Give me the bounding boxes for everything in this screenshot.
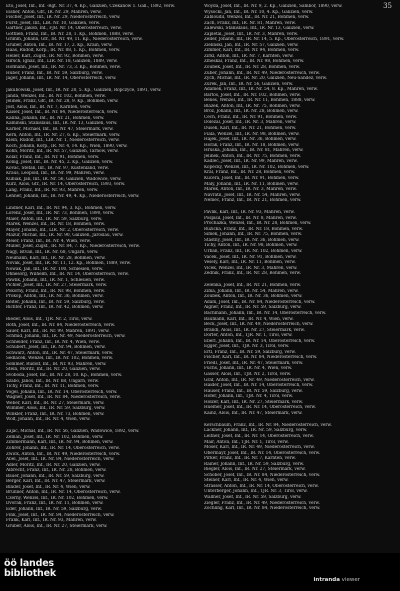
text-line: Zapletal, Josef, Inf., IR. Nr. 3, Mähren, verw. <box>204 31 299 37</box>
text-line: Hofmann, Josef, Inf., IR. Nr. 73, 3. Kp., Böhmen, verw. <box>6 65 121 71</box>
text-line: Woyda, Josef, Inf., IR. Nr. 9, 2. Kp., Galizien, Sambor, 1890, verw. <box>204 4 343 9</box>
text-line: Karner, Michael, Inf., IR. Nr. 47, Steiermark, verw. <box>6 126 114 132</box>
text-line: Gruber, Anton, Inf., IR. Nr. 17, 2. Kp., Krain, verw. <box>6 42 113 48</box>
viewer-footer <box>0 553 400 591</box>
text-line: Kovač, Stefan, Inf., IR. Nr. 97, Küstenland, verw. <box>6 165 109 171</box>
text-line: Veselý, Karl, Inf., IR. Nr. 11, Böhmen, verw. <box>204 260 296 266</box>
text-line: König, Josef, Inf., IR. Nr. 45, 2. Kp., Galizien, verw. <box>6 160 114 166</box>
text-line: Sommer, Rudolf, Inf., IR. Nr. 93, Mähren, verw. <box>6 361 107 367</box>
text-line: Graf, Anton, Inf., IR. Nr. 49, Niederösterreich, verw. <box>204 377 315 383</box>
text-line: Neumann, Karl, Inf., IR. Nr. 28, Böhmen, verw. <box>6 255 106 261</box>
text-line: Wagner, Josef, Inf., IR. Nr. 84, Niederösterreich, verw. <box>6 395 121 401</box>
text-line: Mazur, Michał, Inf., IR. Nr. 90, Galizien, Jaroslau, verw. <box>6 233 124 239</box>
text-line: Kerschbaum, Franz, Inf., IR. Nr. 84, Niederösterreich, verw. <box>204 422 332 428</box>
text-line: Haas, Rudolf, Korp., IR. Nr. 88, 1. Kp., Böhmen, verw. <box>6 48 121 54</box>
text-line: Wysocki, Jan, Inf., IR. Nr. 10, 4. Kp., Galizien, verw. <box>204 9 314 15</box>
text-line: Jelínek, Anton, Inf., IR. Nr. 75, Böhmen, verw. <box>204 153 302 159</box>
text-line: Fürst, Josef, Inf., LIR. Nr. 10, Galizien, verw. <box>6 20 101 26</box>
text-line: Novak, Josef, Inf., IR. Nr. 11, 12. Kp., Böhmen, 1889, verw. <box>6 261 131 267</box>
text-line: Stein, Moritz, Inf., IR. Nr. 20, Galizien, verw. <box>6 367 101 373</box>
text-line: Eisner, Anton, Gfr., IR. Nr. 29, Mähren, verw. <box>6 9 102 15</box>
text-line: Kurz, Alois, Gfr., IR. Nr. 14, Oberösterreich, 1893, verw. <box>6 182 126 188</box>
text-line: Kohn, Moritz, Inf., IR. Nr. 57, Galizien, Tarnów, verw. <box>6 149 119 155</box>
text-line: Kadlec, Josef, Inf., IR. Nr. 99, Mähren, verw. <box>204 159 298 165</box>
text-line: Mayer, Johann, Inf., LIR. Nr. 2, Oberösterreich, verw. <box>6 227 119 233</box>
text-line: Binder, Josef, Inf., IR. Nr. 4, Wien, verw. <box>6 484 91 490</box>
text-line: Kraus, Leopold, Inf., IR. Nr. 99, Mähren, verw. <box>6 171 105 177</box>
text-line: Albrecht, Franz, Inf., IR. Nr. 28, Böhmen, verw. <box>6 468 107 474</box>
text-line: Zoubek, Anton, Inf., IR. Nr. 36, Böhmen, verw. <box>204 294 303 300</box>
text-line: Schwarz, Anton, Inf., IR. Nr. 47, Steiermark, verw. <box>6 350 114 356</box>
text-line: Dorfer, Anton, Inf., TJR. Nr. 1, Tirol, verw. <box>204 333 293 339</box>
text-line: Lehner, Johann, Inf., IR. Nr. 49, 4. Kp., Niederösterreich, verw. <box>6 193 140 199</box>
text-line: Eto, Josef, Inf., Inf. -Rgt. Nr. 37, 4. Kp., Galizien, Czekanów 1. Gall., 1892, verw. <box>6 4 176 9</box>
text-line: Fischer, Josef, Inf., IR. Nr. 29, Niederösterreich, verw. <box>6 15 121 21</box>
text-line: Riegler, Alois, Inf., IR. Nr. 27, Steiermark, verw. <box>204 467 306 473</box>
text-line: Pichler, Josef, Inf., IR. Nr. 27, Steiermark, verw. <box>6 283 108 289</box>
text-line: Baumann, Karl, Inf., IR. Nr. 4, Wien, verw. <box>204 316 294 322</box>
text-line: Růžička, Franz, Inf., IR. Nr. 18, Böhmen, verw. <box>204 226 304 232</box>
text-line: Adler, Moritz, Inf., IR. Nr. 20, Galizien, verw. <box>6 462 101 468</box>
text-line: Jost, Alois, Inf., IR. Nr. 7, Kärnten, verw. <box>6 104 92 110</box>
text-line: Zirkl, Anton, Inf., IR. Nr. 7, Kärnten, verw. <box>204 53 294 59</box>
text-line: Zöchling, Karl, Inf., IR. Nr. 84, Niederösterreich, verw. <box>204 506 321 512</box>
text-line: Procházka, Wenzel, Inf., IR. Nr. 28, Böhmen, verw. <box>204 221 312 227</box>
text-line: Hájek, Josef, Inf., IR. Nr. 36, Böhmen, verw. <box>204 137 297 143</box>
text-line: Müller, Josef, Zugsf., IR. Nr. 84, 7. Kp., Niederösterreich, verw. <box>6 244 140 250</box>
text-line: Zedník, Franz, Inf., IR. Nr. 28, Böhmen, verw. <box>204 271 301 277</box>
text-line: Vlček, Wenzel, Inf., IR. Nr. 3, Mähren, verw. <box>204 265 298 271</box>
text-line: Kalina, Johann, Inf., IR. Nr. 21, Böhmen, verw. <box>6 115 105 121</box>
text-line: Fischer, Karl, Inf., IR. Nr. 84, Niederösterreich, verw. <box>204 355 318 361</box>
text-line: Żurek, Jan, Inf., IR. Nr. 56, Galizien, verw. <box>204 81 294 87</box>
text-line: Lindner, Karl, Inf., IR. Nr. 94, 3. Kp., Böhmen, verw. <box>6 205 117 211</box>
text-line: Kern, Anton, Inf., IR. Nr. 27, 6. Kp., Steiermark, verw. <box>6 132 121 138</box>
text-line: Zoubek, Josef, Inf., IR. Nr. 28, Böhmen, verw. <box>204 65 301 71</box>
page-number: 35 <box>383 2 392 10</box>
text-line: Tichy, Franz, Inf., IR. Nr. 11, Böhmen, verw. <box>6 384 100 390</box>
text-line: Vacek, Josef, Inf., IR. Nr. 91, Böhmen, verw. <box>204 254 297 260</box>
text-line: Šimek, Johann, Inf., IR. Nr. 75, Böhmen, verw. <box>204 232 302 238</box>
library-logo[interactable] <box>4 559 56 579</box>
text-line: Fuchs, Johann, Inf., IR. Nr. 4, Wien, verw. <box>204 366 293 372</box>
text-line: Friedl, Josef, Inf., IR. Nr. 47, Steiermark, verw. <box>204 360 304 366</box>
text-line: Doležal, Josef, Inf., IR. Nr. 3, Mähren, verw. <box>204 120 297 126</box>
text-line: Fiala, Wenzel, Inf., IR. Nr. 98, Böhmen, verw. <box>204 131 300 137</box>
text-line: Brož, Johann, Inf., IR. Nr. 28, Böhmen, verw. <box>204 109 299 115</box>
text-line: Navrátil, Josef, Inf., IR. Nr. 54, Mähren, verw. <box>204 192 301 198</box>
text-line: Zach, Franz, Inf., IR. Nr. 81, Mähren, verw. <box>204 20 296 26</box>
text-line: Adam, Josef, Inf., IR. Nr. 84, Niederösterreich, verw. <box>204 299 316 305</box>
text-line: Unterberger, Johann, Inf., TJR. Nr. 3, Tirol, verw. <box>204 489 308 495</box>
text-line: Lackner, Johann, Inf., IR. Nr. 59, Salzburg, verw. <box>204 428 308 434</box>
text-line: Grimm, Johann, Gfr., IR. Nr. 49, 11. Kp., Niederösterreich, verw. <box>6 37 143 43</box>
viewer-brand-rest: viewer <box>339 577 360 583</box>
text-line: Mair, Anton, Inf., TJR. Nr. 1, Tirol, verw. <box>204 439 289 445</box>
text-line: Ertl, Franz, Inf., IR. Nr. 59, Salzburg, verw. <box>204 349 296 355</box>
text-line: Schneider, Franz, Inf., IR. Nr. 4, Wien, verw. <box>6 339 100 345</box>
text-line: Zalewski, Stanislaus, Inf., IR. Nr. 13, Galizien, verw. <box>204 26 315 32</box>
text-line: Jäger, Johann, Inf., IR. Nr. 14, Oberösterreich, verw. <box>6 76 117 82</box>
text-line: Hofer, Johann, Inf., TJR. Nr. 4, Tirol, verw. <box>204 394 294 400</box>
text-line: Wimmer, Alois, Inf., IR. Nr. 59, Salzburg, verw. <box>6 406 106 412</box>
text-line: Maier, Anton, Inf., IR. Nr. 59, Salzburg, verw. <box>6 216 103 222</box>
text-line: Zmeškal, Franz, Inf., IR. Nr. 98, Böhmen, verw. <box>204 59 305 65</box>
text-line: Frank, Karl, Inf., IR. Nr. 93, Mähren, verw. <box>6 518 97 524</box>
viewer-brand-strong: intranda <box>313 577 340 583</box>
text-line: Brunner, Anton, Inf., IR. Nr. 14, Oberösterreich, verw. <box>6 490 121 496</box>
text-line: Bauer, Johann, Inf., IR. Nr. 59, Salzburg, verw. <box>6 473 105 479</box>
text-line: Czerny, Wenzel, Inf., IR. Nr. 102, Böhmen, verw. <box>6 495 109 501</box>
text-line: Ziegler, Franz, Inf., IR. Nr. 49, Niederösterreich, verw. <box>204 500 320 506</box>
text-line: Zeman, Josef, Inf., IR. Nr. 102, Böhmen, verw. <box>6 434 104 440</box>
text-line: Wolf, Johann, Inf., IR. Nr. 4, Wien, verw. <box>6 417 91 423</box>
text-line: Rieder, Alois, Inf., TJR. Nr. 2, Tirol, verw. <box>6 317 93 323</box>
text-line: Kubiak, Jan, Inf., IR. Nr. 56, Galizien, Wadowice, verw. <box>6 176 122 182</box>
text-line: Kolar, Franz, Inf., IR. Nr. 91, Böhmen, verw. <box>6 154 100 160</box>
text-line: Kaminski, Stanislaus, Inf., IR. Nr. 13, Galizien, verw. <box>6 121 118 127</box>
text-line: Eberl, Johann, Inf., IR. Nr. 14, Oberösterreich, verw. <box>204 338 316 344</box>
text-line: Aigner, Franz, Inf., IR. Nr. 59, Salzburg, verw. <box>204 305 302 311</box>
text-line: Horák, Franz, Inf., IR. Nr. 18, Böhmen, verw. <box>204 142 300 148</box>
text-line: Nowak, Jan, Inf., IR. Nr. 100, Schlesien, verw. <box>6 266 104 272</box>
text-line: Malý, Johann, Inf., IR. Nr. 11, Böhmen, verw. <box>204 181 299 187</box>
text-line: Zimmermann, Karl, Inf., IR. Nr. 94, Böhmen, verw. <box>6 440 114 446</box>
text-line: Dušek, Karl, Inf., IR. Nr. 21, Böhmen, verw. <box>204 126 297 132</box>
text-line: Brandl, Alois, Inf., IR. Nr. 27, Steiermark, verw. <box>204 327 305 333</box>
text-line: Moser, Karl, Inf., IR. Nr. 49, Niederösterreich, verw. <box>204 445 315 451</box>
text-line: Němec, Franz, Inf., IR. Nr. 21, Böhmen, verw. <box>204 198 302 204</box>
text-line: Lang, Franz, Inf., IR. Nr. 93, Mähren, verw. <box>6 188 99 193</box>
text-line: Zych, Michał, Inf., IR. Nr. 20, Galizien, Neu-Sandez, verw. <box>204 76 328 82</box>
text-line: Blažek, Anton, Inf., IR. Nr. 75, Böhmen, verw. <box>204 103 301 109</box>
text-line: Vogel, Johann, Inf., IR. Nr. 14, Oberösterreich, verw. <box>6 389 118 395</box>
text-line: Rainer, Johann, Inf., IR. Nr. 59, Salzburg, verw. <box>204 461 305 467</box>
text-line: Jelinek, Franz, Gfr., IR. Nr. 28, 9. Kp., Böhmen, verw. <box>6 99 119 105</box>
text-line: Gasser, Alois, Inf., TJR. Nr. 2, Tirol, verw. <box>204 372 292 377</box>
text-line: Tichý, Anton, Inf., IR. Nr. 98, Böhmen, verw. <box>204 243 298 249</box>
logo-line-1: öö landes <box>4 558 54 569</box>
text-line: Abel, Josef, Inf., IR. Nr. 84, Niederösterreich, verw. <box>6 457 115 463</box>
text-line: Szabo, Janos, Inf., IR. Nr. 68, Ungarn, verw. <box>6 378 99 384</box>
viewer-brand[interactable] <box>314 577 360 583</box>
text-line: Hruška, Johann, Inf., IR. Nr. 81, Mähren, verw. <box>204 148 304 154</box>
text-line: Zabloudil, Wenzel, Inf., IR. Nr. 21, Böhmen, verw. <box>204 15 310 21</box>
text-line: Huemer, Josef, Inf., IR. Nr. 14, Oberösterreich, verw. <box>204 405 316 411</box>
text-line: Prokop, Anton, Inf., IR. Nr. 36, Böhmen, verw. <box>6 294 104 300</box>
text-line: Sauer, Karl, Inf., IR. Nr. 99, Mähren, 1891, verw. <box>6 328 110 334</box>
text-line: Kopecký, Wenzel, Inf., IR. Nr. 102, Böhmen, verw. <box>204 164 310 170</box>
text-line: Schober, Josef, Inf., IR. Nr. 84, Niederösterreich, verw. <box>204 472 321 478</box>
text-line: Šťastný, Josef, Inf., IR. Nr. 36, Böhmen, verw. <box>204 237 300 243</box>
text-line: Čech, Franz, Inf., IR. Nr. 91, Böhmen, verw. <box>204 114 298 120</box>
text-line: Gottlieb, Franz, Inf., IR. Nr. 28, 1. Kp., Böhmen, 1888, verw. <box>6 31 134 37</box>
text-line: Obermayr, Josef, Inf., IR. Nr. 14, Oberösterreich, verw. <box>204 450 321 456</box>
text-line: Zíma, Johann, Inf., IR. Nr. 54, Mähren, verw. <box>204 288 299 294</box>
logo-line-2: bibliothek <box>4 568 56 579</box>
text-line: Hirsch, Ignaz, Inf., LIR. Nr. 18, Galizien, 1889, verw. <box>6 59 118 65</box>
text-line: Zielinski, Jan, Inf., IR. Nr. 57, Galizien, verw. <box>204 42 299 48</box>
text-line: Marek, Anton, Inf., IR. Nr. 3, Mähren, verw. <box>204 187 297 193</box>
text-line: Pospíšil, Josef, Inf., IR. Nr. 8, Mähren, verw. <box>204 215 297 221</box>
left-text-column <box>6 4 196 529</box>
text-line: Ohnesorg, Wilhelm, Inf., IR. Nr. 14, Oberösterreich, verw. <box>6 272 129 278</box>
text-line: Steiner, Karl, Inf., IR. Nr. 4, Wien, verw. <box>204 478 289 484</box>
text-line: Sedláček, Wenzel, Inf., IR. Nr. 102, Böhmen, verw. <box>6 356 114 362</box>
text-line: Kaiser, Josef, Inf., IR. Nr. 84, Niederösterreich, verw. <box>6 110 119 116</box>
text-line: Berger, Karl, Inf., IR. Nr. 47, Steiermark, verw. <box>6 479 106 485</box>
text-line: Zuber, Johann, Inf., IR. Nr. 49, Niederösterreich, verw. <box>204 70 320 76</box>
text-line: Heller, Karl, Zugsf., IR. Nr. 92, Böhmen, verw. <box>6 53 104 59</box>
text-line: Holzer, Karl, Inf., IR. Nr. 27, Steiermark, verw. <box>204 399 304 405</box>
text-line: Zöhrer, Johann, Inf., IR. Nr. 14, Oberösterreich, verw. <box>6 446 120 452</box>
text-line: Král, Franz, Inf., IR. Nr. 28, Böhmen, verw. <box>204 170 296 176</box>
text-line: Huber, Franz, Inf., IR. Nr. 59, Salzburg, verw. <box>6 70 103 76</box>
text-line: Meier, Franz, Inf., IR. Nr. 4, Wien, verw. <box>6 238 91 244</box>
text-line: Pirker, Franz, Inf., IR. Nr. 7, Kärnten, verw. <box>204 456 296 462</box>
text-line: Bartoš, Josef, Inf., IR. Nr. 102, Böhmen, verw. <box>204 92 301 98</box>
text-line: Gruber, Alois, Inf., IR. Nr. 27, Steiermark, verw. <box>6 523 108 529</box>
text-line: Zajac, Michał, Inf., IR. Nr. 56, Galizien, Wadowice, 1892, verw. <box>6 429 140 435</box>
text-line: Kainz, Alois, Inf., IR. Nr. 47, Steiermark, verw. <box>204 410 303 416</box>
text-line: Schubert, Josef, Inf., IR. Nr. 94, Böhmen, verw. <box>6 345 106 351</box>
text-line: Pawlik, Johann, Inf., IR. Nr. 1, Schlesien, verw. <box>6 277 105 283</box>
text-line: Weber, Karl, Inf., IR. Nr. 27, Steiermark, verw. <box>6 400 105 406</box>
text-line: Nagy, István, Inf., IR. Nr. 68, Ungarn, verw. <box>6 249 99 255</box>
text-line: Pokorny, Franz, Inf., IR. Nr. 98, Böhmen, verw. <box>6 288 106 294</box>
text-line: Wallner, Josef, Inf., IR. Nr. 59, Salzburg, verw. <box>204 494 302 500</box>
text-line: Richter, Franz, Inf., IR. Nr. 42, Böhmen, verw. <box>6 305 104 311</box>
text-line: Janda, Wenzel, Inf., IR. Nr. 102, Böhmen, verw. <box>6 93 106 99</box>
text-line: Strasser, Anton, Inf., IR. Nr. 14, Oberösterreich, verw. <box>204 483 319 489</box>
text-line: Pavlík, Karl, Inf., IR. Nr. 93, Mähren, verw. <box>204 210 295 216</box>
text-line: Fink, Josef, Inf., IR. Nr. 84, Niederösterreich, verw. <box>6 512 115 518</box>
text-line: Svoboda, Josef, Inf., IR. Nr. 28, 10. Kp., Böhmen, verw. <box>6 372 123 378</box>
text-line: Marek, Wenzel, Inf., IR. Nr. 18, Böhmen, verw. <box>6 222 106 228</box>
text-line: Egger, Josef, Inf., TJR. Nr. 3, Tirol, verw. <box>204 344 290 350</box>
text-line: Dvořák, Franz, Inf., IR. Nr. 11, Böhmen, verw. <box>6 501 104 507</box>
text-line: Zeller, Johann, Inf., IR. Nr. 14, 5. Kp., Oberösterreich, 1891, verw. <box>204 37 345 43</box>
text-line: Klein, Rudolf, Inf., LIR. Nr. 1, Niederösterreich, verw. <box>6 138 120 144</box>
text-line: Koch, Johann, Korp., IR. Nr. 4, 14. Kp., Wien, 1890, verw. <box>6 143 128 149</box>
text-line: Lorenz, Josef, Inf., IR. Nr. 73, Böhmen, 1890, verw. <box>6 211 115 217</box>
text-line: Zwick, Anton, Inf., IR. Nr. 49, Niederösterreich, verw. <box>6 451 121 457</box>
text-line: Haider, Josef, Inf., IR. Nr. 14, Oberösterreich, verw. <box>204 383 314 389</box>
text-line: Roth, Josef, Inf., IR. Nr. 84, Niederösterreich, verw. <box>6 323 116 329</box>
text-line: Leitner, Josef, Inf., IR. Nr. 14, Oberösterreich, verw. <box>204 433 314 439</box>
text-line: Schmid, Johann, Inf., IR. Nr. 49, Niederösterreich, verw. <box>6 334 126 340</box>
text-line: Zimmer, Karl, Inf., IR. Nr. 94, Böhmen, verw. <box>204 48 300 54</box>
text-line: Jakubowski, Josef, Inf., IR. Nr. 20, 5. Kp., Galizien, Ropczyce, 1891, verw. <box>6 88 162 94</box>
text-line: Urban, Franz, Inf., IR. Nr. 102, Böhmen, verw. <box>204 249 303 255</box>
text-line: Gärtner, Jakob, Inf., FJB. Nr. 14, Oberösterreich, verw. <box>6 26 122 32</box>
text-line: Winkler, Franz, Inf., IR. Nr. 73, Böhmen, verw. <box>6 411 105 417</box>
text-line: Zelenka, Josef, Inf., IR. Nr. 21, Böhmen, verw. <box>204 283 302 289</box>
text-line: Reiter, Johann, Inf., IR. Nr. 59, Salzburg, verw. <box>6 299 105 305</box>
text-line: Bachmann, Johann, Inf., IR. Nr. 14, Oberösterreich, verw. <box>204 310 327 316</box>
text-line: Kučera, Josef, Inf., IR. Nr. 91, Böhmen, verw. <box>204 175 300 181</box>
right-text-column <box>204 4 390 512</box>
text-line: Hauser, Franz, Inf., IR. Nr. 59, Salzburg, verw. <box>204 388 303 394</box>
text-line: Eder, Johann, Inf., IR. Nr. 59, Salzburg, verw. <box>6 507 102 513</box>
text-line: Beck, Josef, Inf., IR. Nr. 49, Niederösterreich, verw. <box>204 322 314 328</box>
text-line: Beneš, Wenzel, Inf., IR. Nr. 11, Böhmen, 1888, verw. <box>204 98 316 104</box>
text-line: Adamek, Franz, Inf., IR. Nr. 54, 8. Kp., Mähren, verw. <box>204 87 318 93</box>
